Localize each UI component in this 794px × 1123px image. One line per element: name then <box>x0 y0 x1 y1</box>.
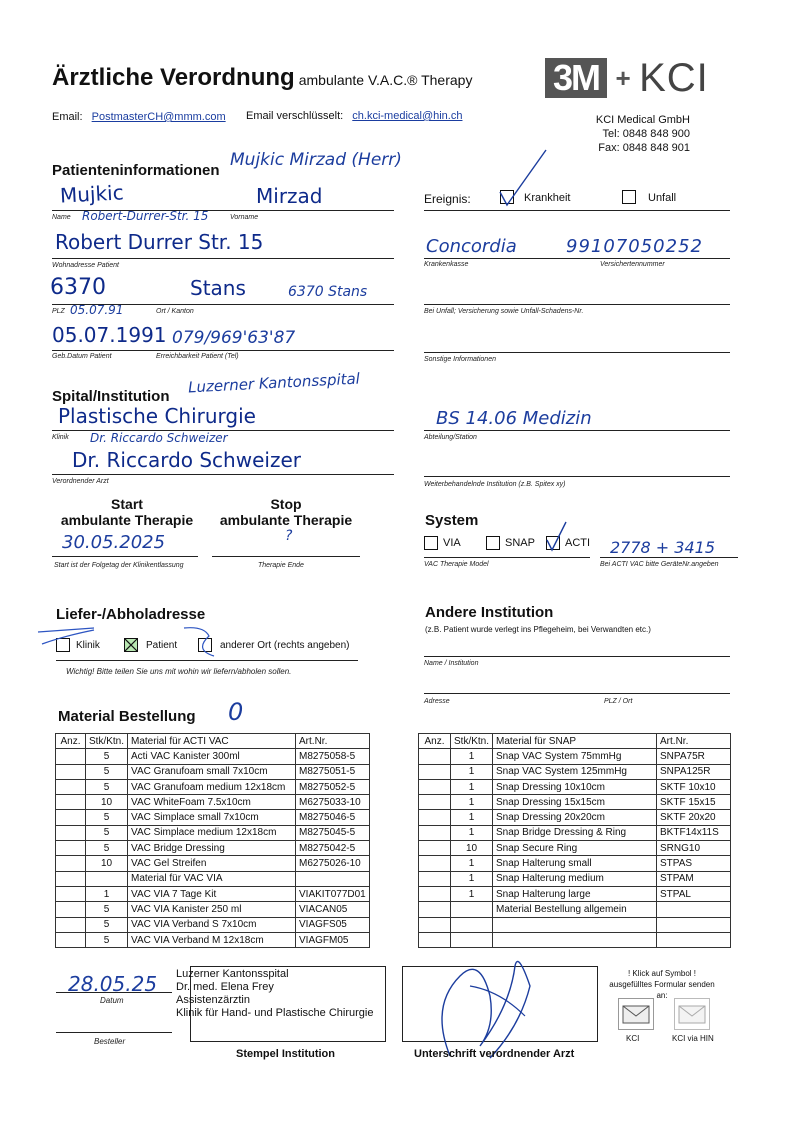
hw-arzt: Dr. Riccardo Schweizer <box>72 448 301 472</box>
label-plz: PLZ <box>52 308 65 315</box>
start-heading <box>56 496 198 528</box>
table-row <box>419 856 731 871</box>
patient-heading: Patienteninformationen <box>52 162 220 179</box>
delivery-patient-label: Patient <box>146 640 178 651</box>
material-cell: VIAGFS05 <box>296 917 370 932</box>
snap-checkbox[interactable] <box>486 536 500 550</box>
material-header-cell: Anz. <box>56 734 86 749</box>
hw-spital: Luzerner Kantonsspital <box>187 369 361 397</box>
material-cell: Snap Halterung large <box>493 886 657 901</box>
stop-heading-l1: Stop <box>270 496 302 512</box>
hw-name: Mujkic <box>59 180 125 208</box>
table-row <box>56 871 370 886</box>
material-cell <box>86 871 128 886</box>
table-row <box>419 779 731 794</box>
material-cell: Snap Halterung small <box>493 856 657 871</box>
logo-plus: + <box>615 63 631 93</box>
material-cell: VAC VIA 7 Tage Kit <box>128 886 296 901</box>
material-cell: Snap Halterung medium <box>493 871 657 886</box>
quantity-input-cell[interactable] <box>56 902 86 917</box>
table-row <box>419 841 731 856</box>
table-row <box>56 902 370 917</box>
material-cell: 5 <box>86 825 128 840</box>
table-row <box>419 886 731 901</box>
material-header-row <box>419 734 731 749</box>
quantity-input-cell[interactable] <box>56 795 86 810</box>
label-arzt: Verordnender Arzt <box>52 478 109 485</box>
material-cell: SNPA125R <box>657 764 731 779</box>
snap-label: SNAP <box>505 537 535 549</box>
material-cell: VAC VIA Verband S 7x10cm <box>128 917 296 932</box>
label-model: VAC Therapie Model <box>424 561 489 568</box>
label-andere-adresse: Adresse <box>424 698 450 705</box>
material-cell: M8275051-5 <box>296 764 370 779</box>
quantity-input-cell[interactable] <box>419 871 451 886</box>
hw-geraet: 2778 + 3415 <box>610 538 716 557</box>
table-row <box>56 886 370 901</box>
material-cell: SRNG10 <box>657 841 731 856</box>
material-cell: 1 <box>451 810 493 825</box>
material-cell: 1 <box>451 825 493 840</box>
material-cell: BKTF14x11S <box>657 825 731 840</box>
acti-material-tbody <box>56 734 370 948</box>
stop-heading <box>212 496 360 528</box>
material-cell: VAC Granufoam small 7x10cm <box>128 764 296 779</box>
material-cell: VAC VIA Kanister 250 ml <box>128 902 296 917</box>
table-row <box>56 856 370 871</box>
material-header-cell: Material für SNAP <box>493 734 657 749</box>
label-station: Abteilung/Station <box>424 434 477 441</box>
via-label: VIA <box>443 537 461 549</box>
material-cell <box>657 902 731 917</box>
hw-arzt-print: Dr. Riccardo Schweizer <box>90 431 228 445</box>
label-andere-name: Name / Institution <box>424 660 479 667</box>
form-subtitle: ambulante V.A.C.® Therapy <box>298 72 473 88</box>
hw-street-print: Robert-Durrer-Str. 15 <box>82 209 209 223</box>
hw-patient-heading: Mujkic Mirzad (Herr) <box>230 150 402 170</box>
material-cell: 5 <box>86 917 128 932</box>
krankheit-label: Krankheit <box>524 192 571 204</box>
quantity-input-cell[interactable] <box>56 917 86 932</box>
address-line <box>52 258 394 259</box>
material-cell: Snap Dressing 20x20cm <box>493 810 657 825</box>
hw-ort: Stans <box>190 276 246 300</box>
hw-ort-print: 6370 Stans <box>288 284 368 300</box>
material-cell: Snap Secure Ring <box>493 841 657 856</box>
material-cell: 5 <box>86 779 128 794</box>
material-cell <box>657 932 731 947</box>
email-link[interactable]: PostmasterCH@mmm.com <box>91 111 226 123</box>
company-info <box>596 113 690 155</box>
material-header-cell: Stk/Ktn. <box>86 734 128 749</box>
table-row <box>419 825 731 840</box>
label-versnr: Versichertennummer <box>600 261 665 268</box>
table-row <box>419 810 731 825</box>
quantity-input-cell[interactable] <box>419 917 451 932</box>
snap-material-tbody <box>419 734 731 948</box>
material-cell: Snap Dressing 15x15cm <box>493 795 657 810</box>
material-cell: 1 <box>451 795 493 810</box>
label-stempel: Stempel Institution <box>236 1048 335 1060</box>
table-row <box>56 825 370 840</box>
material-cell <box>657 917 731 932</box>
material-cell: M6275033-10 <box>296 795 370 810</box>
label-klinik: Klinik <box>52 434 69 441</box>
label-vorname: Vorname <box>230 214 259 221</box>
table-row <box>419 871 731 886</box>
material-cell: STPAM <box>657 871 731 886</box>
quantity-input-cell[interactable] <box>419 886 451 901</box>
material-header-cell: Art.Nr. <box>296 734 370 749</box>
material-cell: M8275046-5 <box>296 810 370 825</box>
check-mark-icon <box>546 536 560 550</box>
email-encrypted-label: Email verschlüsselt: <box>246 110 344 122</box>
material-cell: 1 <box>451 856 493 871</box>
material-cell: VIAKIT077D01 <box>296 886 370 901</box>
material-cell: VAC Simplace medium 12x18cm <box>128 825 296 840</box>
material-cell: M8275058-5 <box>296 749 370 764</box>
geraet-line <box>600 557 738 558</box>
unfall-checkbox[interactable] <box>622 190 636 204</box>
label-kasse: Krankenkasse <box>424 261 469 268</box>
stamp-line-2: Dr. med. Elena Frey <box>176 981 274 993</box>
check-mark-icon <box>500 190 514 204</box>
quantity-input-cell[interactable] <box>56 825 86 840</box>
logo-3m: 3M <box>545 58 607 98</box>
quantity-input-cell[interactable] <box>419 856 451 871</box>
material-cell: 10 <box>451 841 493 856</box>
hw-material-mark: 0 <box>228 698 244 726</box>
material-cell: SNPA75R <box>657 749 731 764</box>
material-cell: STPAS <box>657 856 731 871</box>
material-header-cell: Stk/Ktn. <box>451 734 493 749</box>
click-info <box>606 968 718 1001</box>
quantity-input-cell[interactable] <box>56 749 86 764</box>
hw-vorname: Mirzad <box>256 184 323 208</box>
table-row <box>56 917 370 932</box>
delivery-heading: Liefer-/Abholadresse <box>56 606 206 623</box>
material-cell <box>451 902 493 917</box>
stop-heading-l2: ambulante Therapie <box>219 512 353 528</box>
hw-dob: 05.07.1991 <box>52 323 167 347</box>
hw-station: BS 14.06 Medizin <box>436 408 592 429</box>
company-name: KCI Medical GmbH <box>595 114 690 126</box>
quantity-input-cell[interactable] <box>56 886 86 901</box>
material-cell: VIACAN05 <box>296 902 370 917</box>
kasse-line <box>424 258 730 259</box>
click-line-1: ! Klick auf Symbol ! <box>627 969 697 978</box>
stamp-line-3: Assistenzärztin <box>176 994 250 1006</box>
stop-line <box>212 556 360 557</box>
label-phone: Erreichbarkeit Patient (Tel) <box>156 353 239 360</box>
logo-kci: KCI <box>639 56 709 100</box>
hw-versnr: 99107050252 <box>566 236 703 257</box>
arzt-line <box>52 474 394 475</box>
material-cell: Snap VAC System 125mmHg <box>493 764 657 779</box>
label-datum: Datum <box>100 996 124 1005</box>
material-cell: VAC Gel Streifen <box>128 856 296 871</box>
label-geraet: Bei ACTI VAC bitte GeräteNr.angeben <box>600 561 719 568</box>
table-row <box>56 749 370 764</box>
material-cell: VAC Simplace small 7x10cm <box>128 810 296 825</box>
material-header-cell: Material für ACTI VAC <box>128 734 296 749</box>
delivery-note: Wichtig! Bitte teilen Sie uns mit wohin wir liefern/abholen sollen. <box>66 667 292 676</box>
stamp-line-4: Klinik für Hand- und Plastische Chirurgie <box>176 1007 374 1019</box>
quantity-input-cell[interactable] <box>56 764 86 779</box>
quantity-input-cell[interactable] <box>56 871 86 886</box>
table-row <box>419 749 731 764</box>
material-cell: Snap VAC System 75mmHg <box>493 749 657 764</box>
quantity-input-cell[interactable] <box>56 856 86 871</box>
kci-label: KCI <box>626 1034 640 1043</box>
form-title-main: Ärztliche Verordnung <box>52 64 295 91</box>
start-line <box>52 556 198 557</box>
andere-sub: (z.B. Patient wurde verlegt ins Pflegeheim, bei Verwandten etc.) <box>425 625 651 634</box>
material-header-row <box>56 734 370 749</box>
quantity-input-cell[interactable] <box>56 810 86 825</box>
material-cell: 5 <box>86 749 128 764</box>
quantity-input-cell[interactable] <box>419 902 451 917</box>
material-cell: 5 <box>86 764 128 779</box>
hw-phone: 079/969'63'87 <box>172 328 296 348</box>
acti-label: ACTI <box>565 537 591 549</box>
hw-datum: 28.05.25 <box>68 972 158 996</box>
system-heading: System <box>425 512 479 529</box>
label-unfall: Bei Unfall; Versicherung sowie Unfall-Schadens-Nr. <box>424 308 584 315</box>
andere-heading: Andere Institution <box>425 604 554 621</box>
click-line-2: ausgefülltes Formular senden an: <box>609 980 715 1000</box>
material-cell: 10 <box>86 856 128 871</box>
snap-material-table <box>418 733 731 948</box>
label-address: Wohnadresse Patient <box>52 262 119 269</box>
hw-start: 30.05.2025 <box>62 532 166 553</box>
material-cell: Acti VAC Kanister 300ml <box>128 749 296 764</box>
andere-adresse-line <box>424 693 730 694</box>
table-row <box>56 841 370 856</box>
hw-stop: ? <box>285 528 293 544</box>
hw-kasse: Concordia <box>426 236 517 257</box>
event-label: Ereignis: <box>424 192 471 206</box>
material-cell: M8275045-5 <box>296 825 370 840</box>
material-cell: 1 <box>451 749 493 764</box>
table-row <box>419 902 731 917</box>
material-cell: VAC Granufoam medium 12x18cm <box>128 779 296 794</box>
quantity-input-cell[interactable] <box>419 764 451 779</box>
material-cell: VAC Bridge Dressing <box>128 841 296 856</box>
kci-hin-label: KCI via HIN <box>672 1034 714 1043</box>
quantity-input-cell[interactable] <box>419 779 451 794</box>
start-heading-l2: ambulante Therapie <box>60 512 194 528</box>
unfall-label: Unfall <box>648 192 677 204</box>
company-logo <box>545 58 709 98</box>
unfall-line <box>424 304 730 305</box>
stamp-line-1: Luzerner Kantonsspital <box>176 968 289 980</box>
table-row <box>56 932 370 947</box>
material-cell: VIAGFM05 <box>296 932 370 947</box>
label-name: Name <box>52 214 71 221</box>
material-cell: 5 <box>86 810 128 825</box>
material-cell: 1 <box>451 779 493 794</box>
table-row <box>419 795 731 810</box>
stamp-text <box>176 968 373 1020</box>
station-line <box>424 430 730 431</box>
label-sonstige: Sonstige Informationen <box>424 356 496 363</box>
material-cell: 1 <box>86 886 128 901</box>
email-label: Email: <box>52 111 83 123</box>
acti-material-table <box>55 733 370 948</box>
form-title <box>52 64 472 92</box>
material-cell: VAC VIA Verband M 12x18cm <box>128 932 296 947</box>
krankheit-checkbox[interactable] <box>500 190 514 204</box>
label-unterschrift: Unterschrift verordnender Arzt <box>414 1048 575 1060</box>
email-row <box>52 111 226 123</box>
material-heading: Material Bestellung <box>58 708 196 725</box>
table-row <box>56 779 370 794</box>
material-cell: Material Bestellung allgemein <box>493 902 657 917</box>
andere-name-line <box>424 656 730 657</box>
table-row <box>419 764 731 779</box>
start-heading-l1: Start <box>111 496 143 512</box>
material-cell: 10 <box>86 795 128 810</box>
sonstige-line <box>424 352 730 353</box>
acti-checkbox[interactable] <box>546 536 560 550</box>
label-ort: Ort / Kanton <box>156 308 194 315</box>
material-cell <box>493 917 657 932</box>
quantity-input-cell[interactable] <box>419 749 451 764</box>
company-fax: Fax: 0848 848 901 <box>598 142 690 154</box>
hw-klinik: Plastische Chirurgie <box>58 404 256 428</box>
send-kci-hin-button[interactable] <box>674 998 710 1030</box>
material-cell <box>296 871 370 886</box>
quantity-input-cell[interactable] <box>419 795 451 810</box>
quantity-input-cell[interactable] <box>56 932 86 947</box>
table-row <box>56 810 370 825</box>
material-cell: M8275042-5 <box>296 841 370 856</box>
material-cell: 5 <box>86 902 128 917</box>
material-cell: 1 <box>451 871 493 886</box>
besteller-line <box>56 1032 172 1033</box>
material-cell: VAC WhiteFoam 7.5x10cm <box>128 795 296 810</box>
event-line <box>424 210 730 211</box>
material-cell: 5 <box>86 841 128 856</box>
table-row <box>56 764 370 779</box>
send-kci-button[interactable] <box>618 998 654 1030</box>
material-cell: 1 <box>451 764 493 779</box>
quantity-input-cell[interactable] <box>419 841 451 856</box>
model-line <box>424 557 590 558</box>
quantity-input-cell[interactable] <box>56 779 86 794</box>
envelope-hin-icon <box>678 1003 706 1025</box>
quantity-input-cell[interactable] <box>56 841 86 856</box>
delivery-anderer-label: anderer Ort (rechts angeben) <box>220 640 350 651</box>
weiter-line <box>424 476 730 477</box>
material-cell: Snap Dressing 10x10cm <box>493 779 657 794</box>
label-start: Start ist der Folgetag der Klinikentlassung <box>54 562 184 569</box>
material-cell: 5 <box>86 932 128 947</box>
material-cell: M8275052-5 <box>296 779 370 794</box>
table-row <box>419 917 731 932</box>
material-cell: SKTF 15x15 <box>657 795 731 810</box>
email-encrypted-row <box>246 110 462 122</box>
label-besteller: Besteller <box>94 1037 126 1046</box>
material-header-cell: Anz. <box>419 734 451 749</box>
material-header-cell: Art.Nr. <box>657 734 731 749</box>
material-cell <box>451 917 493 932</box>
scribble-marks-icon <box>34 624 234 664</box>
dob-line <box>52 350 394 351</box>
datum-line <box>56 992 172 993</box>
label-dob: Geb.Datum Patient <box>52 353 112 360</box>
quantity-input-cell[interactable] <box>419 825 451 840</box>
hw-dob-print: 05.07.91 <box>70 303 124 317</box>
material-cell: SKTF 10x10 <box>657 779 731 794</box>
label-weiter: Weiterbehandelnde Institution (z.B. Spitex xy) <box>424 481 566 488</box>
label-stop: Therapie Ende <box>258 562 304 569</box>
label-andere-plz: PLZ / Ort <box>604 698 633 705</box>
delivery-klinik-label: Klinik <box>76 640 100 651</box>
material-cell: 1 <box>451 886 493 901</box>
material-cell: Snap Bridge Dressing & Ring <box>493 825 657 840</box>
via-checkbox[interactable] <box>424 536 438 550</box>
hw-plz: 6370 <box>50 275 106 300</box>
table-row <box>56 795 370 810</box>
spital-heading: Spital/Institution <box>52 388 170 405</box>
material-cell: SKTF 20x20 <box>657 810 731 825</box>
material-cell: STPAL <box>657 886 731 901</box>
envelope-icon <box>622 1003 650 1025</box>
company-tel: Tel: 0848 848 900 <box>602 128 690 140</box>
material-cell: Material für VAC VIA <box>128 871 296 886</box>
email-encrypted-link[interactable]: ch.kci-medical@hin.ch <box>352 110 463 122</box>
quantity-input-cell[interactable] <box>419 810 451 825</box>
hw-street: Robert Durrer Str. 15 <box>55 230 264 254</box>
material-cell: M6275026-10 <box>296 856 370 871</box>
